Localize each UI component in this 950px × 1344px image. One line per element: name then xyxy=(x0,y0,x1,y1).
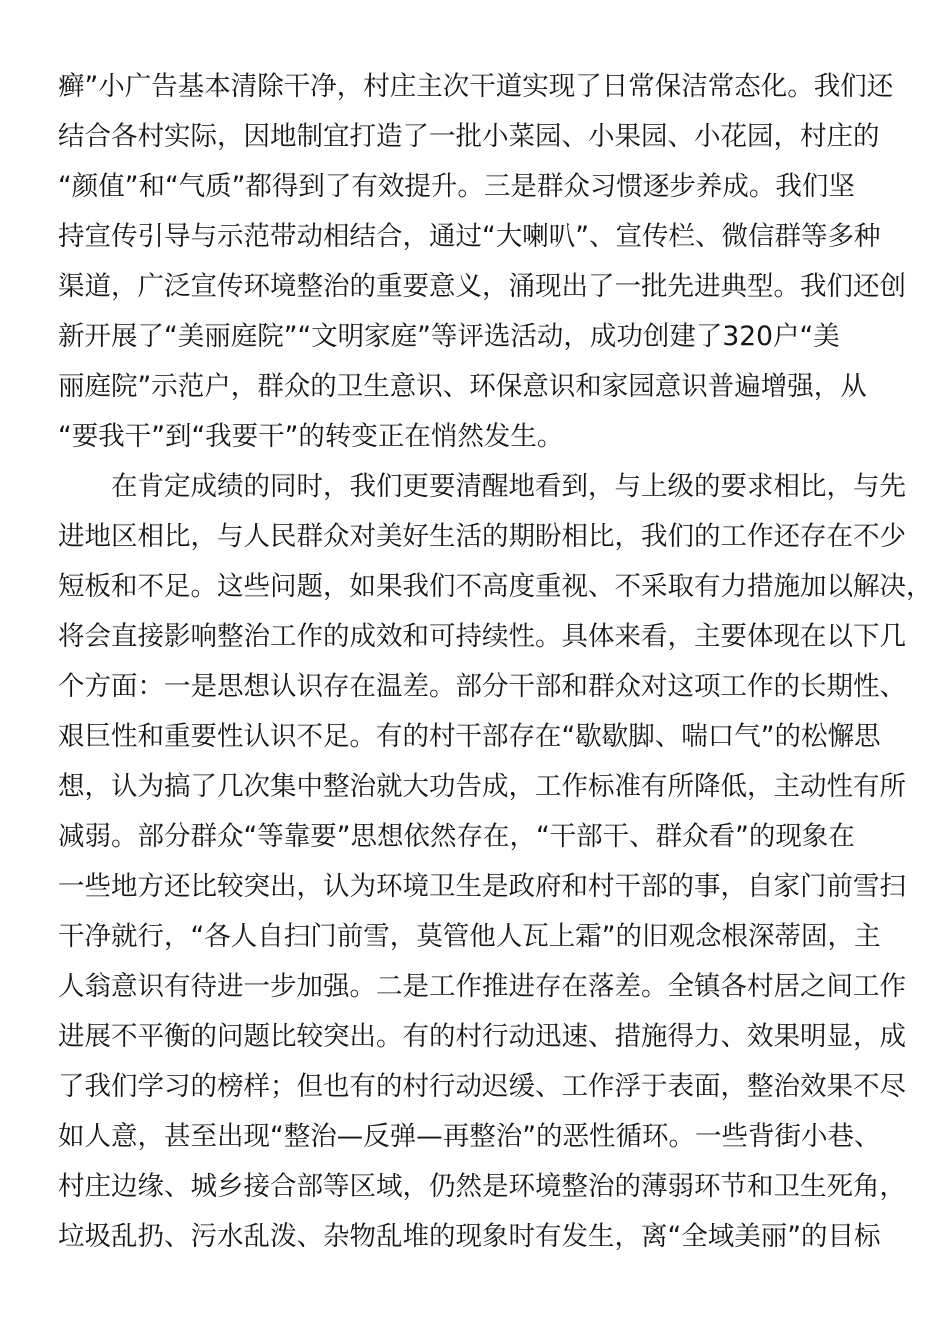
paragraph-2 xyxy=(58,462,933,1262)
text-line: 持宣传引导与示范带动相结合，通过“大喇叭”、宣传栏、微信群等多种 xyxy=(58,221,881,252)
text-line: 干净就行，“各人自扫门前雪，莫管他人瓦上霜”的旧观念根深蒂固，主 xyxy=(58,921,881,952)
text-line: 人翁意识有待进一步加强。二是工作推进存在落差。全镇各村居之间工作 xyxy=(58,971,906,1002)
text-line: 短板和不足。这些问题，如果我们不高度重视、不采取有力措施加以解决， xyxy=(58,571,933,602)
text-line: “颜值”和“气质”都得到了有效提升。三是群众习惯逐步养成。我们坚 xyxy=(58,171,855,202)
text-line: 减弱。部分群众“等靠要”思想依然存在，“干部干、群众看”的现象在 xyxy=(58,821,855,852)
paragraph-1 xyxy=(58,62,906,462)
text-line: 将会直接影响整治工作的成效和可持续性。具体来看，主要体现在以下几 xyxy=(58,621,906,652)
text-line: 在肯定成绩的同时，我们更要清醒地看到，与上级的要求相比，与先 xyxy=(111,471,906,502)
text-line: 想，认为搞了几次集中整治就大功告成，工作标准有所降低，主动性有所 xyxy=(58,771,906,802)
text-line: 了我们学习的榜样；但也有的村行动迟缓、工作浮于表面，整治效果不尽 xyxy=(58,1071,906,1102)
text-line: 一些地方还比较突出，认为环境卫生是政府和村干部的事，自家门前雪扫 xyxy=(58,871,906,902)
text-line: 丽庭院”示范户，群众的卫生意识、环保意识和家园意识普遍增强，从 xyxy=(58,371,867,402)
text-line: 如人意，甚至出现“整治—反弹—再整治”的恶性循环。一些背街小巷、 xyxy=(58,1121,881,1152)
text-line: 进地区相比，与人民群众对美好生活的期盼相比，我们的工作还存在不少 xyxy=(58,521,906,552)
text-line: 结合各村实际，因地制宜打造了一批小菜园、小果园、小花园，村庄的 xyxy=(58,121,880,152)
text-line: 进展不平衡的问题比较突出。有的村行动迅速、措施得力、效果明显，成 xyxy=(58,1021,906,1052)
text-line: 渠道，广泛宣传环境整治的重要意义，涌现出了一批先进典型。我们还创 xyxy=(58,271,906,302)
text-line: “要我干”到“我要干”的转变正在悄然发生。 xyxy=(58,421,564,452)
text-line: 个方面：一是思想认识存在温差。部分干部和群众对这项工作的长期性、 xyxy=(58,671,906,702)
text-line: 村庄边缘、城乡接合部等区域，仍然是环境整治的薄弱环节和卫生死角， xyxy=(58,1171,906,1202)
text-line: 艰巨性和重要性认识不足。有的村干部存在“歇歇脚、喘口气”的松懈思 xyxy=(58,721,881,752)
document-page xyxy=(58,62,933,1262)
text-line: 垃圾乱扔、污水乱泼、杂物乱堆的现象时有发生，离“全域美丽”的目标 xyxy=(58,1221,881,1252)
text-line: 癣”小广告基本清除干净，村庄主次干道实现了日常保洁常态化。我们还 xyxy=(58,71,894,102)
text-line: 新开展了“美丽庭院”“文明家庭”等评选活动，成功创建了320户“美 xyxy=(58,321,840,352)
